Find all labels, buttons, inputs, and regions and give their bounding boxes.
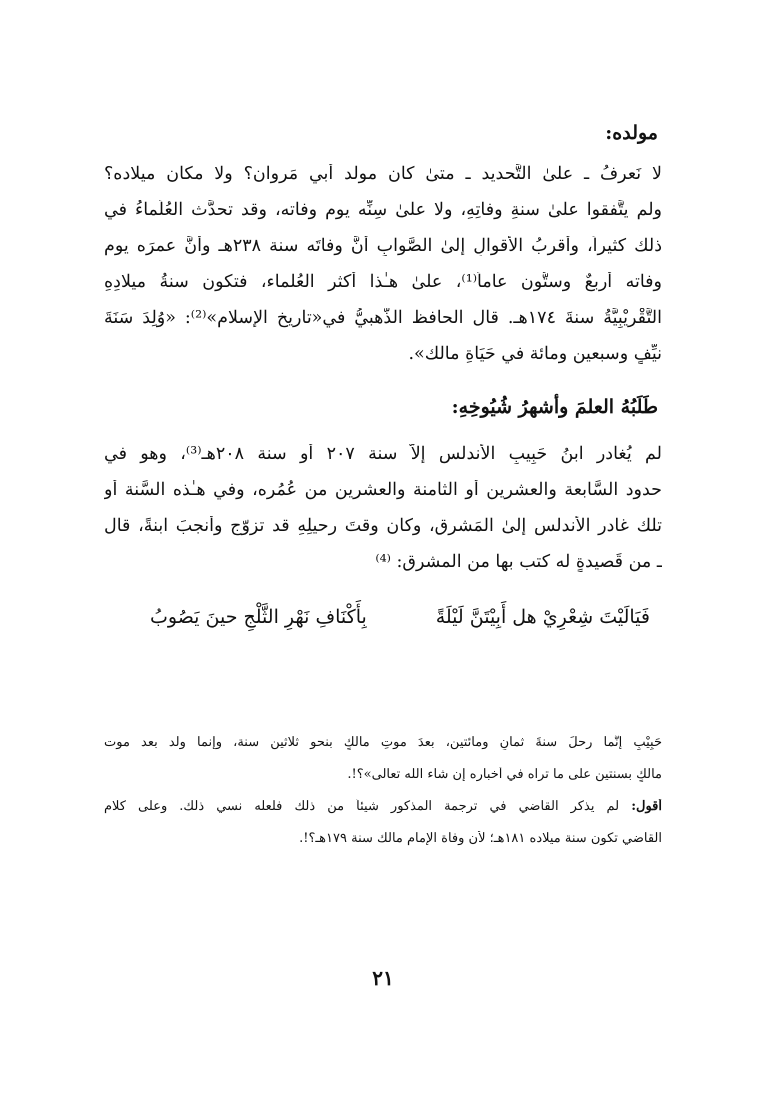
- verse-hemistich-first: فَيَالَيْتَ شِعْرِيْ هل أَبِيْتَنَّ لَيْلَةً: [435, 606, 650, 628]
- page-number: ٢١: [372, 966, 394, 990]
- paragraph-line: التَّقْرِيْبِيَّةُ سنةَ ١٧٤هـ. قال الحافظ الذَّهبيُّ في«تاريخ الإسلام»⁽²⁾: «وُلِدَ سَنَةَ: [104, 308, 662, 328]
- paragraph-line: ـ من قَصيدةٍ له كتب بها من المشرق: ⁽⁴⁾: [375, 552, 662, 572]
- footnote-comment-text: لم يذكر القاضي في ترجمة المذكور شيئاً من ذلك فلعله نسي ذلك. وعلى كلام: [104, 799, 620, 814]
- paragraph-line: لا نَعرفُ ـ علىٰ التَّحديد ـ متىٰ كان مولد أَبي مَروان؟ ولا مكان ميلاده؟: [104, 164, 662, 184]
- paragraph-line: ولم يتَّفقوا علىٰ سنةِ وفاتِهِ، ولا علىٰ سِنِّه يوم وفاته، وقد تحدَّث العُلَماءُ في: [104, 200, 662, 220]
- footnote-text-continued: حَبِيْبٍ إنَّما رحلَ سنةَ ثمانٍ ومائتين، بعدَ موتِ مالكٍ بنحو ثلاثين سنة، وإنما ولد بعد موت: [104, 735, 662, 750]
- paragraph-line: تلك غادر الأندلس إلىٰ المَشرق، وكان وقتَ رحيلِهِ قد تزوّج وأنجبَ ابنةً، قال: [104, 516, 662, 536]
- footnote-text-continued: القاضي تكون سنة ميلاده ١٨١هـ؛ لأن وفاة الإمام مالك سنة ١٧٩هـ؟!.: [299, 831, 662, 846]
- verse-hemistich-second: بِأَكْنَافِ نَهْرِ الثَّلْجِ حينَ يَصُوبُ: [150, 606, 367, 628]
- section-heading-study: طَلَبُهُ العلمَ وأشهرُ شُيُوخِهِ:: [451, 396, 658, 418]
- section-heading-birth: مولده:: [605, 122, 658, 144]
- paragraph-line: لم يُغادر ابنُ حَبِيبٍ الأندلس إلاَّ سنة ٢٠٧ أو سنة ٢٠٨هـ⁽³⁾، وهو في: [104, 444, 662, 464]
- footnote-text-continued: مالكٍ بسنتين على ما تراه في أخباره إن شاء الله تعالى»؟!.: [347, 767, 662, 782]
- paragraph-line: وفاته أربعٌ وستُّون عاماً⁽¹⁾، علىٰ هـٰذا أكثر العُلماء، فتكون سنةُ ميلادِهِ: [104, 272, 662, 292]
- footnote-comment: [104, 799, 662, 814]
- paragraph-line: نيِّفٍ وسبعين ومائة في حَيَاةِ مالك».: [408, 344, 662, 364]
- paragraph-line: ذلك كثيراً، وأقربُ الأقوالِ إلىٰ الصَّوابِ أنَّ وفاتَه سنة ٢٣٨هـ وأنَّ عمرَه يوم: [104, 236, 662, 256]
- footnote-comment-label: أقول:: [631, 799, 662, 814]
- paragraph-line: حدود السَّابعة والعشرين أو الثامنة والعشرين من عُمُرِه، وفي هـٰذه السَّنة أو: [104, 480, 662, 500]
